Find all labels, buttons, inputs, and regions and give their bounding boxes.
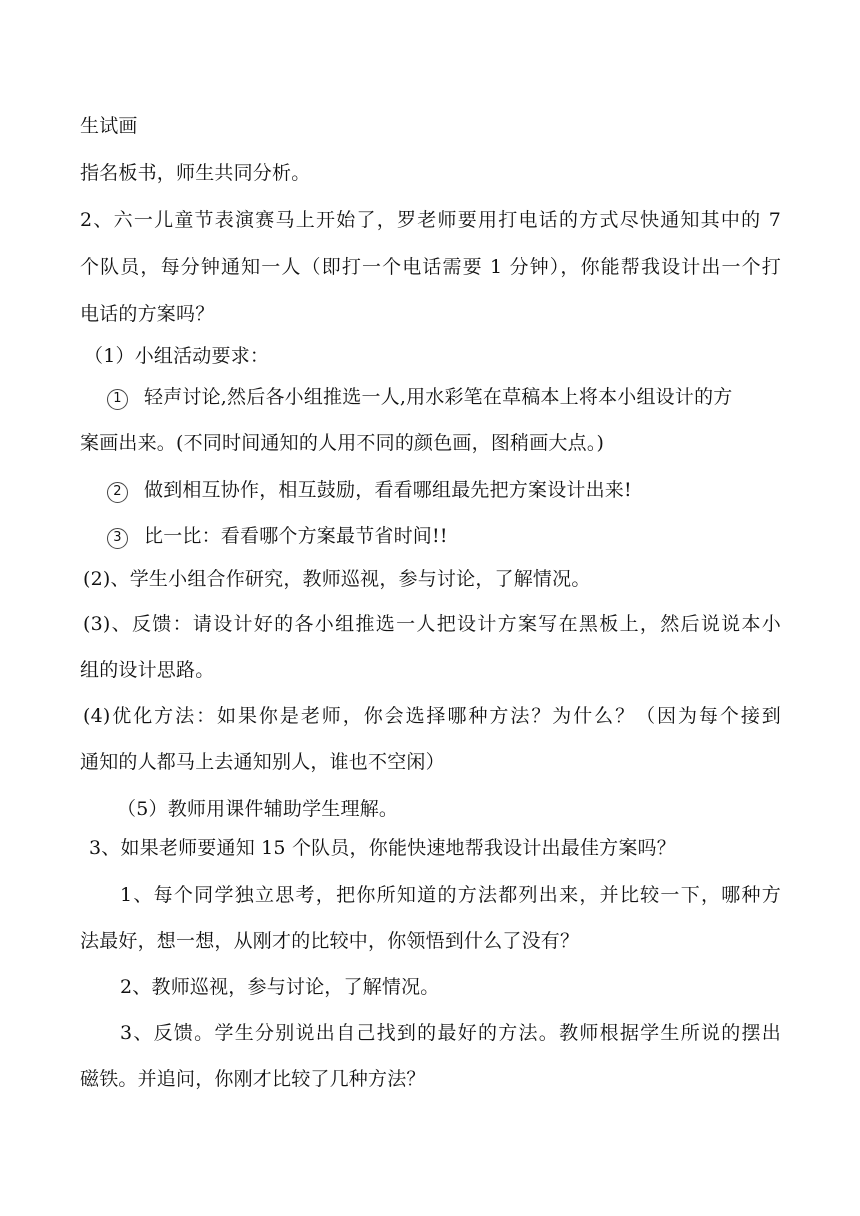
step-5-line: （5）教师用课件辅助学生理解。 <box>117 798 399 820</box>
question-3-item-2: 2、教师巡视，参与讨论，了解情况。 <box>120 976 440 998</box>
group-activity-heading: （1）小组活动要求： <box>84 345 270 367</box>
step-3-line-2: 组的设计思路。 <box>80 659 215 681</box>
question-2-line-3: 电话的方案吗？ <box>80 303 215 325</box>
requirement-1-line-1 <box>107 385 781 410</box>
requirement-1-line-2: 案画出来。(不同时间通知的人用不同的颜色画，图稍画大点。) <box>80 432 605 454</box>
question-2-line-2: 个队员，每分钟通知一人（即打一个电话需要 1 分钟），你能帮我设计出一个打 <box>80 256 781 278</box>
requirement-2-text: 做到相互协作，相互鼓励，看看哪组最先把方案设计出来! <box>144 479 632 501</box>
circled-number-3: 3 <box>107 528 128 549</box>
circled-number-1: 1 <box>107 389 128 410</box>
requirement-2 <box>107 478 632 503</box>
question-3-item-3-line-1: 3、反馈。学生分别说出自己找到的最好的方法。教师根据学生所说的摆出 <box>120 1022 781 1044</box>
step-3-line-1: (3)、反馈：请设计好的各小组推选一人把设计方案写在黑板上，然后说说本小 <box>83 613 781 635</box>
requirement-1-text: 轻声讨论,然后各小组推选一人,用水彩笔在草稿本上将本小组设计的方 <box>144 386 733 408</box>
question-2-line-1: 2、六一儿童节表演赛马上开始了，罗老师要用打电话的方式尽快通知其中的 7 <box>80 209 781 231</box>
step-4-line-2: 通知的人都马上去通知别人，谁也不空闲） <box>80 751 445 773</box>
requirement-3-text: 比一比：看看哪个方案最节省时间!! <box>144 525 448 547</box>
circled-number-2: 2 <box>107 482 128 503</box>
text-line-1: 生试画 <box>80 115 138 137</box>
question-3-item-1-line-2: 法最好，想一想，从刚才的比较中，你领悟到什么了没有？ <box>80 930 580 952</box>
question-3-item-1-line-1: 1、每个同学独立思考，把你所知道的方法都列出来，并比较一下，哪种方 <box>120 884 781 906</box>
question-3-item-3-line-2: 磁铁。并追问，你刚才比较了几种方法？ <box>80 1068 426 1090</box>
text-line-2: 指名板书，师生共同分析。 <box>80 162 311 184</box>
step-4-line-1: (4)优化方法：如果你是老师，你会选择哪种方法？为什么？（因为每个接到 <box>83 705 781 727</box>
question-3-line: 3、如果老师要通知 15 个队员，你能快速地帮我设计出最佳方案吗？ <box>89 837 676 859</box>
requirement-3 <box>107 524 448 549</box>
step-2-line: (2)、学生小组合作研究，教师巡视，参与讨论，了解情况。 <box>83 568 591 590</box>
